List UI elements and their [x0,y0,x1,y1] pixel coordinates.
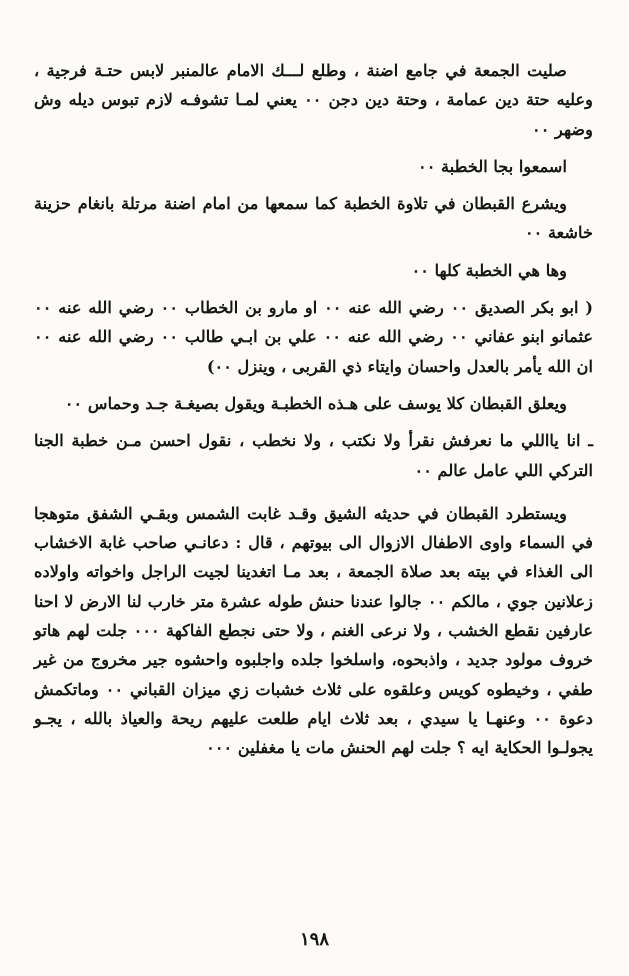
paragraph-5: ( ابو بكر الصديق ٠٠ رضي الله عنه ٠٠ او مارو بن الخطاب ٠٠ رضي الله عنه ٠٠ عثمانو ابنو عفاني ٠٠ رضي الله عنه ٠٠ علي بن ابـي طالب ٠٠ رضي الله عنه ٠٠ ان الله يأمر بالعدل واحسان وايتاء ذي القربى ، وينزل ٠٠) [34,298,594,376]
paragraph-8: ويستطرد القبطان في حديثه الشيق وقـد غابت الشمس وبقـي الشفق متوهجا في السماء واوى الاطفال الازوال الى بيوتهم ، قال : دعانـي صاحب غابة الاخشاب الى الغذاء في بيته بعد صلاة الجمعة ، بعد مـا اتغدينا لجيت الراجل واخواته واولاده زعلانين جوي ، مالكم ٠٠ جالوا عندنا حنش طوله عشرة متر خارب لنا الارض لا احنا عارفين نقطع الخشب ، ولا نرعى الغنم ، ولا حتى نجطع الفاكهة ٠٠٠ جلت لهم هاتو خروف مولود جديد ، واذبحوه، واسلخوا جلده واجلبوه واحشوه جير مخروج من غير طفي ، وخيطوه كويس وعلقوه على ثلاث خشبات زي ميزان القباني ٠٠ وماتكمش دعوة ٠٠ وعنهـا يا سيدي ، بعد ثلاث ايام طلعت عليهم ريحة والعياذ بالله ، يجـو يجولـوا الحكاية ايه ؟ جلت لهم الحنش مات يا مغفلين ٠٠٠ [34,503,594,758]
paragraph-6: ويعلق القبطان كلا يوسف على هـذه الخطبـة ويقول بصيغـة جـد وحماس ٠٠ [64,393,567,413]
paragraph-3: ويشرع القبطان في تلاوة الخطبة كما سمعها من امام اضنة مرتلة بانغام حزينة خاشعة ٠٠ [34,194,593,243]
body-text [34,56,593,763]
page-number: ١٩٨ [299,929,329,950]
paragraph-2: اسمعوا بجا الخطبة ٠٠ [418,156,567,176]
paragraph-1: صليت الجمعة في جامع اضنة ، وطلع لـــك الامام عالمنبر لابس حتـة فرجية ، وعليه حتة دين عمامة ، وحتة دين دجن ٠٠ يعني لمـا تشوفـه لازم تبوس ديله وش وضهر ٠٠ [34,61,593,139]
paragraph-4: وها هي الخطبة كلها ٠٠ [411,260,567,280]
paragraph-7: ـ انا يااللي ما نعرفش نقرأ ولا نكتب ، ولا نخطب ، نقول احسن مـن خطبة الجنا التركي اللي عامل عالم ٠٠ [34,431,593,480]
